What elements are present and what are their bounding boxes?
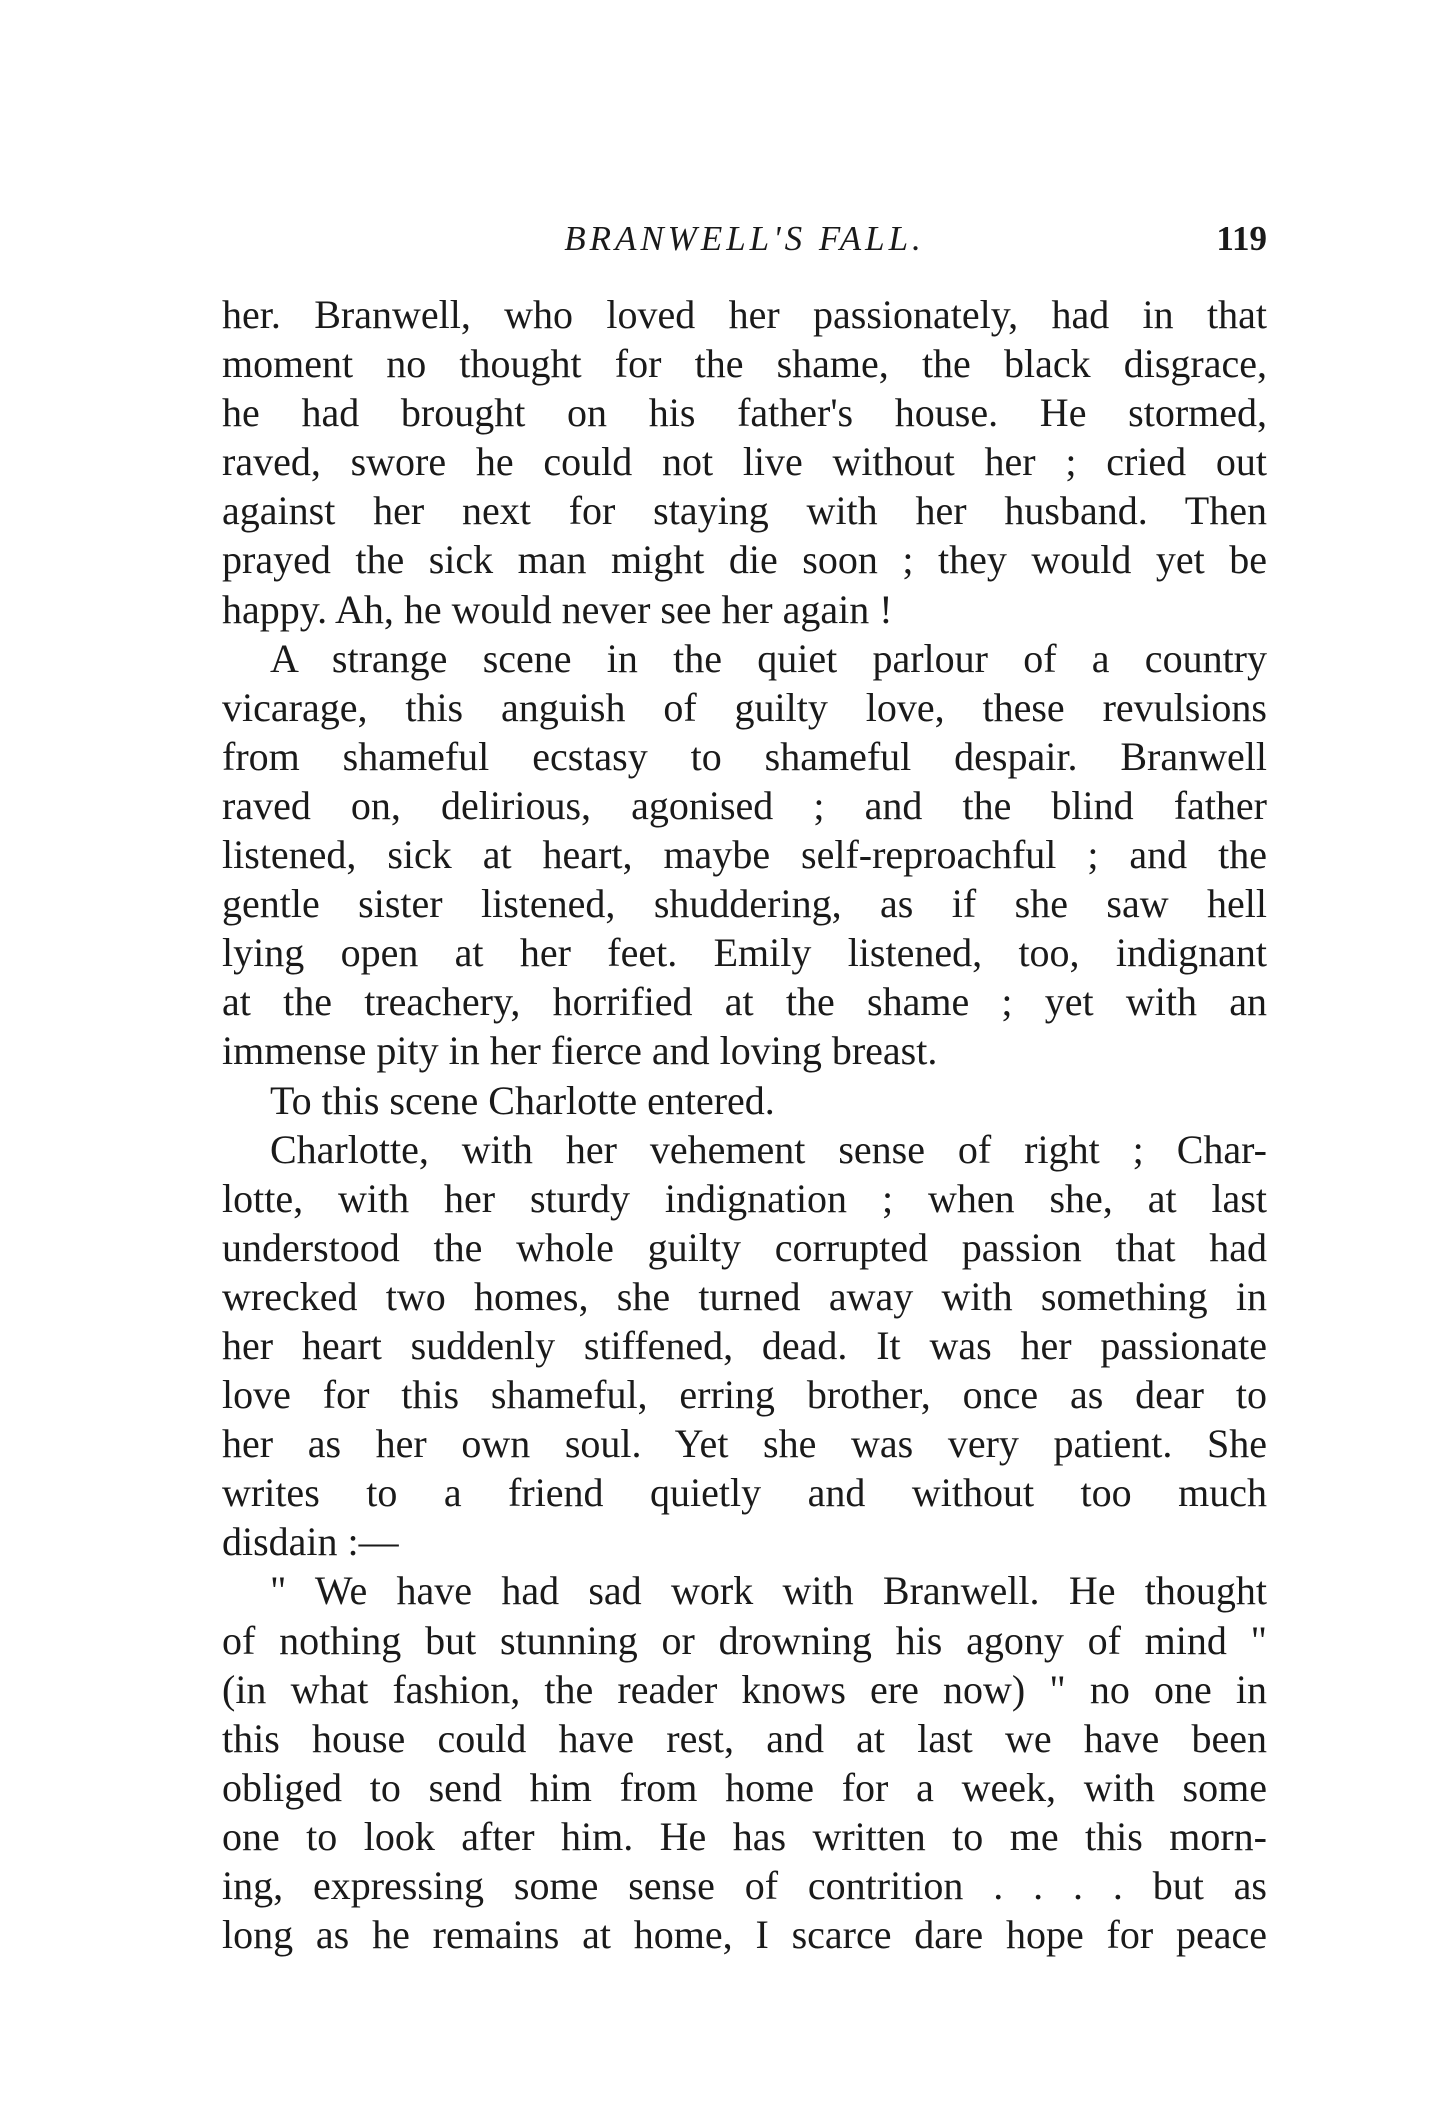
text-line: her as her own soul. Yet she was very patient. She <box>222 1421 1267 1467</box>
text-line: he had brought on his father's house. He stormed, <box>222 390 1267 436</box>
text-line: understood the whole guilty corrupted passion that had <box>222 1224 1267 1270</box>
text-line: wrecked two homes, she turned away with something in <box>222 1273 1267 1319</box>
text-line: happy. Ah, he would never see her again ! <box>222 586 893 632</box>
text-line: " We have had sad work with Branwell. He thought <box>270 1568 1267 1614</box>
body-text <box>222 290 1267 1959</box>
text-line: lying open at her feet. Emily listened, too, indignant <box>222 930 1267 976</box>
running-head <box>222 214 1267 264</box>
text-line: gentle sister listened, shuddering, as if she saw hell <box>222 881 1267 927</box>
text-line: her. Branwell, who loved her passionately, had in that <box>222 292 1267 337</box>
text-line: of nothing but stunning or drowning his agony of mind " <box>222 1617 1267 1663</box>
text-line: disdain :— <box>222 1519 399 1565</box>
text-line: obliged to send him from home for a week, with some <box>222 1764 1267 1810</box>
text-line: vicarage, this anguish of guilty love, these revulsions <box>222 684 1267 730</box>
text-line: To this scene Charlotte entered. <box>270 1077 775 1123</box>
text-line: immense pity in her fierce and loving breast. <box>222 1028 938 1074</box>
text-line: at the treachery, horrified at the shame ; yet with an <box>222 979 1267 1025</box>
text-line: Charlotte, with her vehement sense of right ; Char- <box>270 1126 1267 1172</box>
text-line: ing, expressing some sense of contrition . . . . but as <box>222 1863 1267 1908</box>
text-line: lotte, with her sturdy indignation ; when she, at last <box>222 1175 1267 1221</box>
text-line: A strange scene in the quiet parlour of a country <box>270 635 1267 681</box>
page-number: 119 <box>1216 219 1267 258</box>
text-line: long as he remains at home, I scarce dare hope for peace <box>222 1912 1267 1958</box>
running-title: BRANWELL'S FALL. <box>564 219 925 258</box>
text-line: this house could have rest, and at last we have been <box>222 1715 1267 1761</box>
text-line: love for this shameful, erring brother, once as dear to <box>222 1372 1267 1418</box>
text-line: writes to a friend quietly and without too much <box>222 1470 1267 1516</box>
text-line: raved on, delirious, agonised ; and the blind father <box>222 782 1267 828</box>
text-line: moment no thought for the shame, the black disgrace, <box>222 341 1267 387</box>
text-line: one to look after him. He has written to me this morn- <box>222 1813 1267 1859</box>
text-line: her heart suddenly stiffened, dead. It was her passionate <box>222 1322 1267 1368</box>
text-line: against her next for staying with her husband. Then <box>222 488 1267 534</box>
text-line: (in what fashion, the reader knows ere now) " no one in <box>222 1666 1267 1712</box>
text-line: prayed the sick man might die soon ; they would yet be <box>222 537 1267 583</box>
text-line: listened, sick at heart, maybe self-reproachful ; and the <box>222 832 1267 878</box>
text-line: raved, swore he could not live without her ; cried out <box>222 439 1267 485</box>
text-line: from shameful ecstasy to shameful despair. Branwell <box>222 733 1267 779</box>
